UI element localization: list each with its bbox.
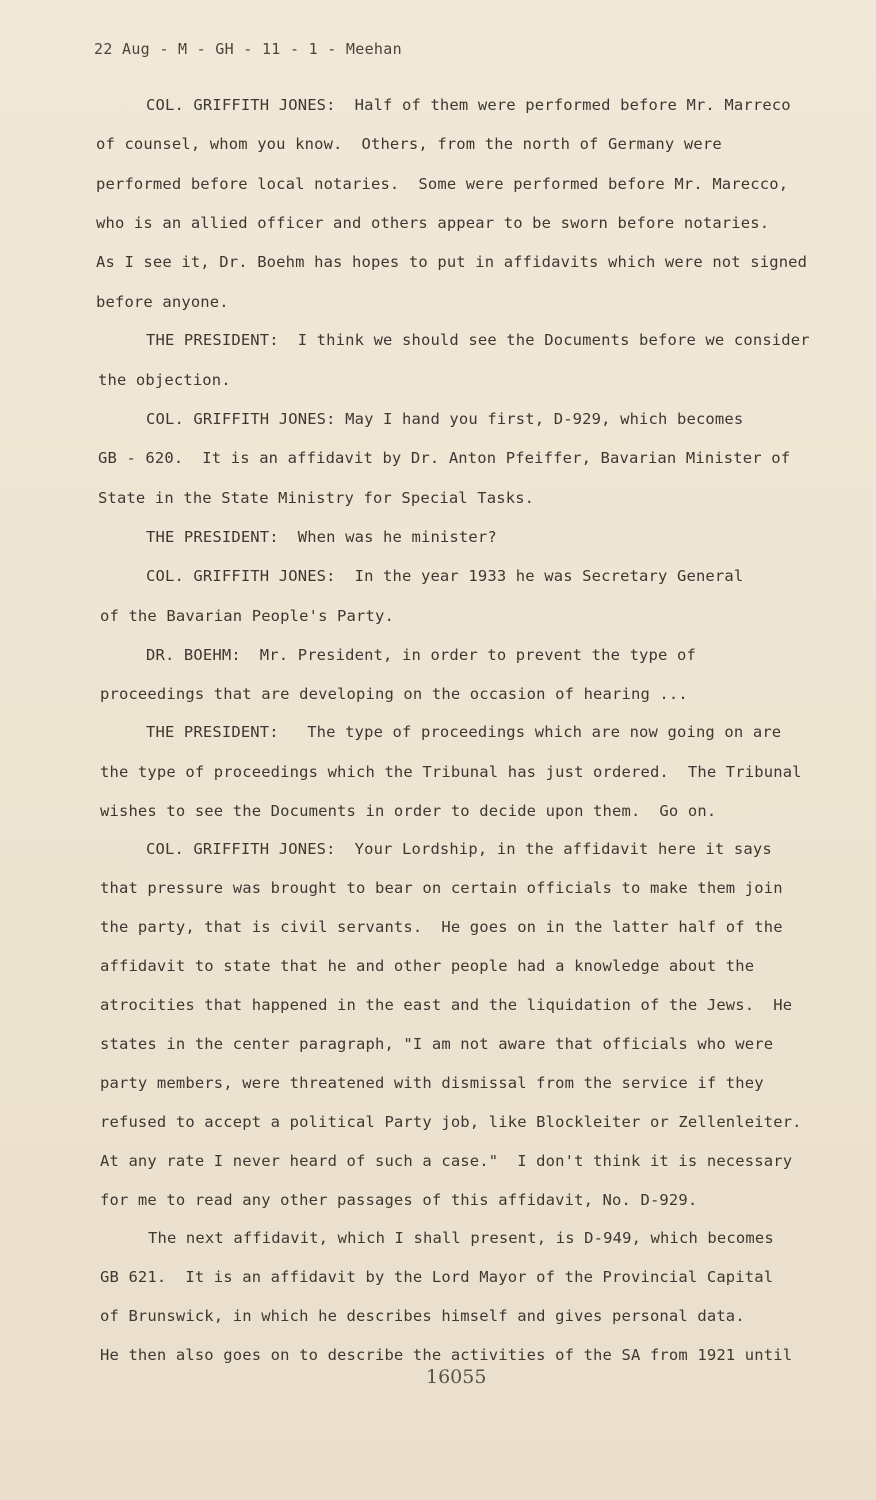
- text-line: State in the State Ministry for Special Tasks.: [98, 489, 535, 507]
- text-line: COL. GRIFFITH JONES: In the year 1933 he was Secretary General: [146, 567, 744, 585]
- text-line: wishes to see the Documents in order to decide upon them. Go on.: [100, 802, 717, 820]
- text-line: THE PRESIDENT: I think we should see the Documents before we consider: [146, 331, 810, 349]
- text-line: At any rate I never heard of such a case." I don't think it is necessary: [100, 1152, 793, 1170]
- text-line: the objection.: [98, 371, 231, 389]
- text-line: before anyone.: [96, 293, 229, 311]
- text-line: of counsel, whom you know. Others, from the north of Germany were: [96, 135, 722, 153]
- text-line: He then also goes on to describe the activities of the SA from 1921 until: [100, 1346, 793, 1364]
- text-line: party members, were threatened with dismissal from the service if they: [100, 1074, 764, 1092]
- text-line: refused to accept a political Party job, like Blockleiter or Zellenleiter.: [100, 1113, 802, 1131]
- text-line: COL. GRIFFITH JONES: May I hand you first, D-929, which becomes: [146, 410, 744, 428]
- text-line: the type of proceedings which the Tribunal has just ordered. The Tribunal: [100, 763, 802, 781]
- page-number: 16055: [426, 1366, 487, 1388]
- text-line: of the Bavarian People's Party.: [100, 607, 394, 625]
- text-line: GB - 620. It is an affidavit by Dr. Anton Pfeiffer, Bavarian Minister of: [98, 449, 791, 467]
- text-line: GB 621. It is an affidavit by the Lord Mayor of the Provincial Capital: [100, 1268, 774, 1286]
- text-line: proceedings that are developing on the occasion of hearing ...: [100, 685, 688, 703]
- text-line: the party, that is civil servants. He goes on in the latter half of the: [100, 918, 783, 936]
- page-header: 22 Aug - M - GH - 11 - 1 - Meehan: [94, 40, 402, 58]
- text-line: affidavit to state that he and other people had a knowledge about the: [100, 957, 755, 975]
- text-line: states in the center paragraph, "I am not aware that officials who were: [100, 1035, 774, 1053]
- text-line: of Brunswick, in which he describes himself and gives personal data.: [100, 1307, 745, 1325]
- text-line: COL. GRIFFITH JONES: Your Lordship, in the affidavit here it says: [146, 840, 772, 858]
- text-line: that pressure was brought to bear on certain officials to make them join: [100, 879, 783, 897]
- text-line: The next affidavit, which I shall present, is D-949, which becomes: [148, 1229, 774, 1247]
- text-line: DR. BOEHM: Mr. President, in order to prevent the type of: [146, 646, 696, 664]
- text-line: THE PRESIDENT: The type of proceedings which are now going on are: [146, 723, 782, 741]
- text-line: As I see it, Dr. Boehm has hopes to put in affidavits which were not signed: [96, 253, 808, 271]
- text-line: COL. GRIFFITH JONES: Half of them were performed before Mr. Marreco: [146, 96, 791, 114]
- text-line: who is an allied officer and others appear to be sworn before notaries.: [96, 214, 770, 232]
- text-line: performed before local notaries. Some were performed before Mr. Marecco,: [96, 175, 789, 193]
- text-line: for me to read any other passages of this affidavit, No. D-929.: [100, 1191, 698, 1209]
- text-line: atrocities that happened in the east and the liquidation of the Jews. He: [100, 996, 793, 1014]
- text-line: THE PRESIDENT: When was he minister?: [146, 528, 497, 546]
